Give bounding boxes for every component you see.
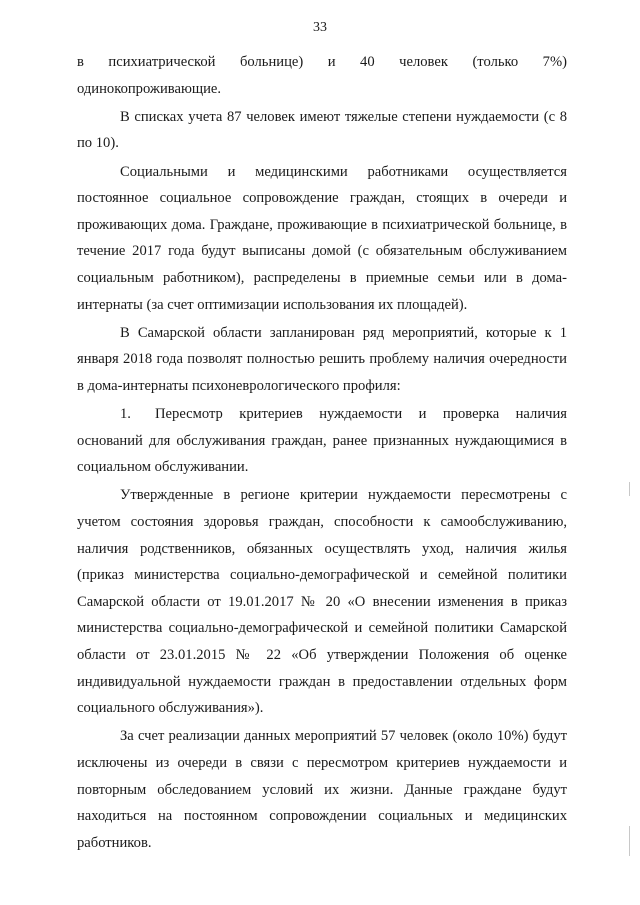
list-item-criteria-review bbox=[77, 401, 567, 481]
paragraph-results: За счет реализации данных мероприятий 57 человек (около 10%) будут исключены из очереди в связи с пересмотром критериев нуждаемости и повторным обследованием условий их жизни. Данные граждане будут находиться на постоянном сопровождении социальных и медицинских работников. bbox=[77, 728, 567, 851]
scan-artifact-mark bbox=[629, 482, 630, 496]
paragraph-continuation: в психиатрической больнице) и 40 человек (только 7%) одинокопроживающие. bbox=[77, 54, 567, 97]
paragraph-planned-measures: В Самарской области запланирован ряд мероприятий, которые к 1 января 2018 года позволят полностью решить проблему наличия очередности в дома-интернаты психоневрологического профиля: bbox=[77, 324, 567, 394]
list-item-text: Пересмотр критериев нуждаемости и проверка наличия оснований для обслуживания граждан, ранее признанных нуждающимися в социальном обслуживании. bbox=[77, 406, 567, 476]
paragraph-approved-criteria: Утвержденные в регионе критерии нуждаемости пересмотрены с учетом состояния здоровья граждан, способности к самообслуживанию, наличия родственников, обязанных осуществлять уход, наличия жилья (приказ министерства социально-демографической и семейной политики Самарской области от 19.01.2017 № 20 «О внесении изменения в приказ министерства социально-демографической и семейной политики Самарской области от 23.01.2015 № 22 «Об утверждении Положения об оценке индивидуальной нуждаемости граждан в предоставлении отдельных форм социального обслуживания»). bbox=[77, 487, 567, 717]
document-body bbox=[77, 49, 567, 858]
paragraph-waiting-list: В списках учета 87 человек имеют тяжелые степени нуждаемости (с 8 по 10). bbox=[77, 108, 567, 152]
scan-artifact-mark bbox=[629, 826, 630, 856]
page-number: 33 bbox=[313, 20, 327, 35]
paragraph-social-support: Социальными и медицинскими работниками осуществляется постоянное социальное сопровождение граждан, стоящих в очереди и проживающих дома. Граждане, проживающие в психиатрической больнице, в течение 2017 года будут выписаны домой (с обязательным обслуживанием социальным работником), распределены в приемные семьи или в дома-интернаты (за счет оптимизации использования их площадей). bbox=[77, 163, 567, 313]
list-item-number: 1. bbox=[120, 406, 131, 423]
